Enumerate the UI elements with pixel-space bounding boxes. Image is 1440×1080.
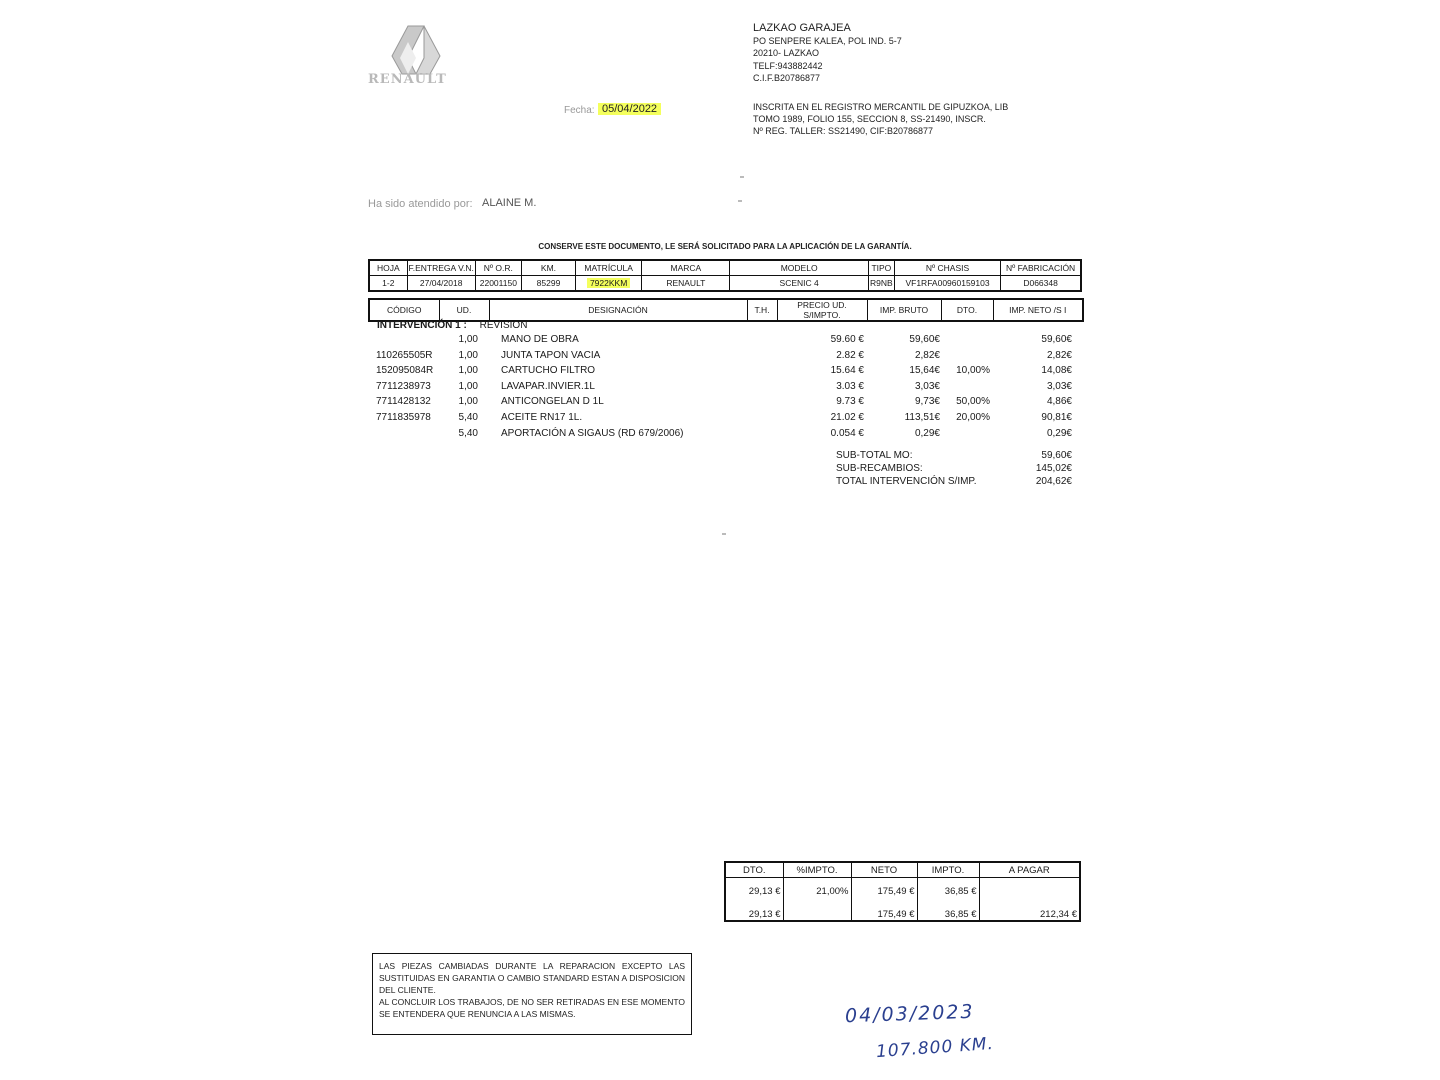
item-net: 0,29€ [1046,428,1072,439]
item-code: 7711835978 [376,412,431,423]
sheet-cell: 1-2 [369,276,407,292]
item-unit-price: 9.73 € [836,396,864,407]
total-net: 175,49 € [851,904,917,921]
header-cell: MARCA [642,260,730,276]
item-description: ACEITE RN17 1L. [501,412,583,423]
item-net: 14,08€ [1041,365,1072,376]
fabrication-cell: D066348 [1001,276,1081,292]
item-code: 110265505R [376,350,433,361]
date-value: 05/04/2022 [598,103,661,115]
header-cell: Nº CHASIS [894,260,1000,276]
brand-cell: RENAULT [642,276,730,292]
item-gross: 59,60€ [909,334,940,345]
type-cell: R9NB [868,276,894,292]
handwritten-date: 04/03/2023 [844,1000,975,1028]
header-cell: IMP. NETO /S I [993,299,1083,321]
item-discount: 50,00% [956,396,990,407]
item-discount: 20,00% [956,412,990,423]
item-net: 3,03€ [1046,381,1072,392]
header-cell: %IMPTO. [783,862,851,878]
intervention-name: REVISION [479,320,528,331]
line-items-header [368,298,1084,322]
line-item [0,396,1440,411]
line-item [0,428,1440,443]
header-cell: IMPTO. [917,862,979,878]
subtotal-value: 59,60€ [1041,450,1072,461]
brand-wordmark: RENAULT [368,72,447,87]
item-description: MANO DE OBRA [501,334,579,345]
item-units: 5,40 [458,428,478,439]
header-cell: UD. [439,299,489,321]
item-units: 5,40 [458,412,478,423]
subtotal-label: SUB-RECAMBIOS: [836,463,923,474]
scan-speck [722,533,726,535]
header-cell: A PAGAR [979,862,1080,878]
header-cell: KM. [521,260,575,276]
item-net: 2,82€ [1046,350,1072,361]
item-units: 1,00 [458,381,478,392]
registry-info [753,101,1008,137]
header-cell: F.ENTREGA V.N. [407,260,475,276]
km-cell: 85299 [521,276,575,292]
header-cell: PRECIO UD. S/IMPTO. [777,299,867,321]
summary-net: 175,49 € [851,878,917,905]
subtotal-value: 204,62€ [1035,476,1072,487]
header-cell: DTO. [725,862,783,878]
company-info [753,22,902,85]
item-units: 1,00 [458,334,478,345]
disclaimer-paragraph: AL CONCLUIR LOS TRABAJOS, DE NO SER RETIRADAS EN ESE MOMENTO SE ENTENDERA QUE RENUNCIA A LAS MISMAS. [379,997,685,1019]
item-unit-price: 2.82 € [836,350,864,361]
item-description: ANTICONGELAN D 1L [501,396,604,407]
item-units: 1,00 [458,396,478,407]
order-number-cell: 22001150 [475,276,521,292]
line-item [0,381,1440,396]
summary-discount: 29,13 € [725,878,783,905]
vehicle-value-row [369,276,1081,292]
plate-value: 7922KKM [587,278,630,288]
attended-label: Ha sido atendido por: [368,198,473,210]
header-cell: NETO [851,862,917,878]
delivery-date-cell: 27/04/2018 [407,276,475,292]
total-discount: 29,13 € [725,904,783,921]
header-cell: TIPO [868,260,894,276]
subtotal-row [0,450,1440,463]
header-cell: Nº O.R. [475,260,521,276]
item-gross: 3,03€ [914,381,940,392]
item-gross: 113,51€ [904,412,940,423]
line-item [0,365,1440,380]
total-to-pay: 212,34 € [979,904,1080,921]
header-cell: IMP. BRUTO [867,299,941,321]
subtotal-row [0,463,1440,476]
registry-line: INSCRITA EN EL REGISTRO MERCANTIL DE GIPUZKOA, LIB [753,102,1009,112]
item-unit-price: 15.64 € [830,365,864,376]
total-tax-rate [783,904,851,921]
subtotal-label: TOTAL INTERVENCIÓN S/IMP. [836,476,977,487]
summary-row [725,878,1080,905]
vehicle-info-table [368,259,1082,292]
header-cell: T.H. [747,299,777,321]
line-item [0,334,1440,349]
summary-tax: 36,85 € [917,878,979,905]
parts-disclaimer [372,953,692,1035]
company-city: 20210- LAZKAO [753,48,820,58]
company-address: PO SENPERE KALEA, POL IND. 5-7 [753,35,902,46]
model-cell: SCENIC 4 [730,276,868,292]
header-cell: DTO. [941,299,993,321]
scan-speck [740,176,744,178]
summary-total-row [725,904,1080,921]
intervention-heading [377,320,527,331]
item-net: 90,81€ [1041,412,1072,423]
item-discount: 10,00% [956,365,990,376]
line-item [0,412,1440,427]
summary-header-row [725,862,1080,878]
header-cell: DESIGNACIÓN [489,299,747,321]
item-code: 7711238973 [376,381,431,392]
company-cif: C.I.F.B20786877 [753,73,821,83]
item-gross: 2,82€ [914,350,940,361]
vehicle-header-row [369,260,1081,276]
item-description: JUNTA TAPON VACIA [501,350,601,361]
disclaimer-paragraph: LAS PIEZAS CAMBIADAS DURANTE LA REPARACION EXCEPTO LAS SUSTITUIDAS EN GARANTIA O CAMBIO STANDARD ESTAN A DISPOSICION DEL CLIENTE. [379,961,685,995]
item-net: 4,86€ [1046,396,1072,407]
company-phone: TELF:943882442 [753,60,823,71]
header-cell: HOJA [369,260,407,276]
subtotal-row [0,476,1440,489]
registry-line: Nº REG. TALLER: SS21490, CIF:B20786877 [753,126,934,136]
summary-tax-rate: 21,00% [783,878,851,905]
item-code: 152095084R [376,365,434,376]
item-unit-price: 59.60 € [830,334,864,345]
warranty-notice: CONSERVE ESTE DOCUMENTO, LE SERÁ SOLICITADO PARA LA APLICACIÓN DE LA GARANTÍA. [538,242,912,251]
attended-value: ALAINE M. [482,197,537,209]
item-unit-price: 21.02 € [830,412,864,423]
item-gross: 9,73€ [914,396,940,407]
registry-line: TOMO 1989, FOLIO 155, SECCION 8, SS-21490, INSCR. [753,114,986,124]
item-description: CARTUCHO FILTRO [501,365,596,376]
scan-speck [738,200,742,202]
intervention-title: INTERVENCIÓN 1 : [377,320,467,331]
total-tax: 36,85 € [917,904,979,921]
item-gross: 0,29€ [914,428,940,439]
payment-summary-table [724,861,1081,922]
header-cell: MATRÍCULA [576,260,642,276]
item-unit-price: 0.054 € [830,428,864,439]
header-cell: MODELO [730,260,868,276]
subtotal-value: 145,02€ [1035,463,1072,474]
handwritten-km: 107.800 KM. [875,1033,995,1063]
item-units: 1,00 [458,350,478,361]
item-unit-price: 3.03 € [836,381,864,392]
header-cell: Nº FABRICACIÓN [1001,260,1081,276]
subtotal-label: SUB-TOTAL MO: [836,450,913,461]
line-header-row [369,299,1083,321]
header-cell: CÓDIGO [369,299,439,321]
summary-to-pay [979,878,1080,905]
item-description: APORTACIÓN A SIGAUS (RD 679/2006) [501,428,684,439]
company-name: LAZKAO GARAJEA [753,22,851,34]
item-units: 1,00 [458,365,478,376]
plate-cell [576,276,642,292]
item-code: 7711428132 [376,396,431,407]
chassis-cell: VF1RFA00960159103 [894,276,1000,292]
item-description: LAVAPAR.INVIER.1L [501,381,595,392]
line-item [0,350,1440,365]
item-gross: 15,64€ [909,365,940,376]
item-net: 59,60€ [1041,334,1072,345]
date-label: Fecha: [564,105,595,116]
